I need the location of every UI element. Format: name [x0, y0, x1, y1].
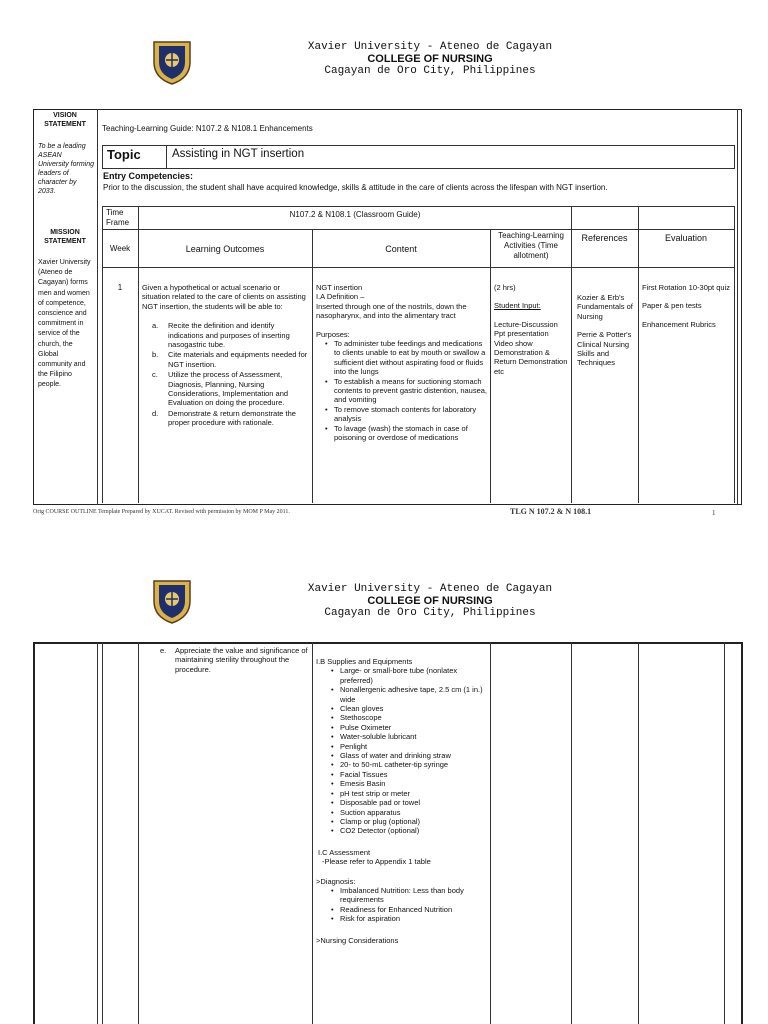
evaluation-cell	[642, 283, 732, 329]
content-cell-p2	[316, 657, 488, 945]
supply-item: • Large- or small-bore tube (nonlatex preferred)	[340, 666, 488, 685]
col-outcomes: Learning Outcomes	[185, 244, 265, 254]
outcome-item: c. Utilize the process of Assessment, Diagnosis, Planning, Nursing Considerations, Implementation and Evaluation on doing the procedure.	[152, 370, 289, 408]
entry-text: Prior to the discussion, the student shall have acquired knowledge, skills & attitude in the care of clients across the lifespan with NGT insertion.	[103, 183, 608, 192]
topic-label: Topic	[107, 147, 141, 162]
assessment-text: -Please refer to Appendix 1 table	[322, 857, 431, 867]
references-cell	[577, 293, 637, 368]
supply-item: • Emesis Basin	[340, 779, 488, 788]
page-2	[0, 520, 768, 1024]
col-evaluation: Evaluation	[664, 233, 708, 243]
outcome-item: d. Demonstrate & return demonstrate the proper procedure with rationale.	[152, 408, 296, 428]
diagnosis-list	[316, 886, 488, 924]
evaluation-tests: Paper & pen tests	[642, 301, 702, 311]
document-header	[220, 583, 640, 619]
outcomes-list	[142, 321, 308, 427]
vision-text: To be a leading ASEAN University forming leaders of character by 2033.	[38, 143, 95, 195]
supply-item: • Facial Tissues	[340, 770, 488, 779]
content-def: Inserted through one of the nostrils, down the nasopharynx, and into the alimentary tract	[316, 301, 467, 321]
learning-outcomes	[142, 283, 308, 429]
content-title: NGT insertion	[316, 283, 363, 292]
university-name: Xavier University - Ateneo de Cagayan	[307, 583, 553, 595]
university-name: Xavier University - Ateneo de Cagayan	[307, 41, 553, 53]
nursing-considerations-label: >Nursing Considerations	[316, 935, 399, 945]
activities-list: Lecture-Discussion Ppt presentation Video show Demonstration & Return Demonstration etc	[494, 319, 568, 376]
supply-item: • Disposable pad or towel	[340, 798, 488, 807]
footer-course-code: TLG N 107.2 & N 108.1	[510, 507, 592, 516]
outcome-item: b. Cite materials and equipments needed for NGT insertion.	[152, 350, 308, 369]
col-activities: Teaching-Learning Activities (Time allotment)	[498, 231, 564, 260]
supply-item: • Glass of water and drinking straw	[340, 751, 488, 760]
footer-template-note: Orig COURSE OUTLINE Template Prepared by XUCAT. Revised with permission by MOM P May 2011.	[33, 509, 290, 515]
evaluation-quiz: First Rotation 10-30pt quiz	[642, 283, 730, 292]
university-seal-icon	[150, 38, 194, 86]
week-number: 1	[117, 283, 123, 292]
topic-value: Assisting in NGT insertion	[172, 148, 305, 160]
supply-item: • Clamp or plug (optional)	[340, 817, 488, 826]
purpose-item: • To remove stomach contents for laboratory analysis	[334, 405, 488, 424]
supply-item: • 20- to 50-mL catheter-tip syringe	[340, 760, 488, 769]
purpose-item: • To establish a means for suctioning stomach contents to prevent gastric distention, nausea, and vomiting	[334, 377, 488, 405]
document-header	[220, 41, 640, 77]
supply-item: • Nonallergenic adhesive tape, 2.5 cm (1 in.) wide	[340, 685, 488, 704]
vision-title: VISION STATEMENT	[44, 112, 86, 128]
guide-title: Teaching-Learning Guide: N107.2 & N108.1 Enhancements	[102, 124, 313, 133]
supply-item: • Stethoscope	[340, 713, 488, 722]
col-week: Week	[109, 244, 131, 253]
activities-time: (2 hrs)	[494, 283, 516, 292]
supply-item: • pH test strip or meter	[340, 789, 488, 798]
col-references: References	[581, 233, 628, 243]
mission-text: Xavier University (Ateneo de Cagayan) forms men and women of competence, conscience and commitment in service of the church, the Global community and the Filipino people.	[38, 259, 91, 389]
mission-title: MISSION STATEMENT	[44, 229, 86, 245]
outcome-item: a. Recite the definition and identify indications and purposes of inserting nasogastric tube.	[152, 321, 290, 350]
diagnosis-label: >Diagnosis:	[316, 876, 356, 886]
purpose-item: • To administer tube feedings and medications to clients unable to eat by mouth or swallow a sufficient diet without aspirating food or fluids into the lungs	[334, 339, 488, 377]
college-name: COLLEGE OF NURSING	[367, 595, 493, 607]
outcomes-intro: Given a hypothetical or actual scenario or situation related to the care of clients on assisting NGT insertion, the students will be able to:	[142, 283, 306, 311]
student-input-label: Student Input:	[494, 301, 541, 311]
content-cell	[316, 283, 488, 443]
evaluation-rubrics: Enhancement Rubrics	[642, 319, 716, 329]
diagnosis-item: • Readiness for Enhanced Nutrition	[340, 905, 488, 914]
location: Cagayan de Oro City, Philippines	[324, 65, 536, 77]
reference-potter: Perrie & Potter's Clinical Nursing Skills and Techniques	[577, 330, 632, 368]
time-frame-label: Time Frame	[106, 208, 130, 227]
footer-page-number: 1	[712, 509, 716, 517]
entry-label: Entry Competencies:	[103, 171, 194, 181]
content-def-label: I.A Definition –	[316, 292, 365, 302]
university-seal-icon	[150, 577, 194, 625]
supply-item: • Penlight	[340, 742, 488, 751]
diagnosis-item: • Imbalanced Nutrition: Less than body requirements	[340, 886, 488, 905]
diagnosis-item: • Risk for aspiration	[340, 914, 488, 923]
purposes-list	[316, 339, 488, 442]
purposes-label: Purposes:	[316, 329, 350, 339]
supply-item: • Water-soluble lubricant	[340, 732, 488, 741]
classroom-guide-label: N107.2 & N108.1 (Classroom Guide)	[289, 210, 421, 219]
college-name: COLLEGE OF NURSING	[367, 53, 493, 65]
location: Cagayan de Oro City, Philippines	[324, 607, 536, 619]
activities-cell	[494, 283, 569, 376]
supply-item: • CO2 Detector (optional)	[340, 826, 488, 835]
assessment-label: I.C Assessment	[318, 847, 371, 857]
supplies-list	[316, 666, 488, 835]
outcome-item: e. Appreciate the value and significance of maintaining sterility throughout the procedure.	[160, 646, 308, 674]
purpose-item: • To lavage (wash) the stomach in case of poisoning or overdose of medications	[334, 424, 488, 443]
supply-item: • Clean gloves	[340, 704, 488, 713]
supplies-label: I.B Supplies and Equipments	[316, 657, 413, 666]
supply-item: • Pulse Oximeter	[340, 723, 488, 732]
col-content: Content	[385, 244, 417, 254]
reference-kozier: Kozier & Erb's Fundamentals of Nursing	[577, 293, 633, 321]
outcome-e	[142, 646, 308, 675]
supply-item: • Suction apparatus	[340, 808, 488, 817]
